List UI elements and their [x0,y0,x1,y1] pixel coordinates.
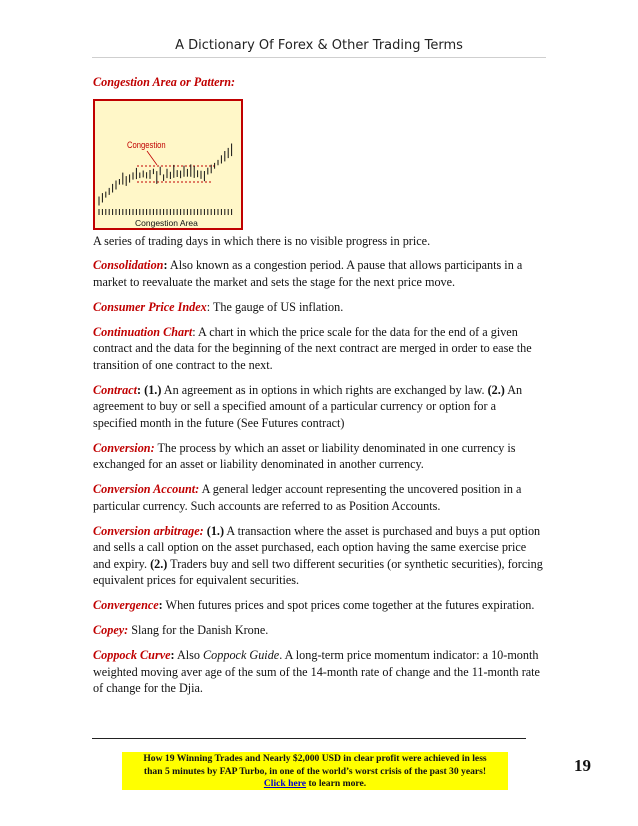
term-separator: : [137,382,142,397]
term-separator: : [158,598,163,612]
definition-text: A chart in which the price scale for the data for the end of a given contract and the data for the beginning of the next contract are merged in order to ease the transition of one contract to the next. [93,324,532,372]
entry-contract [93,382,543,432]
entry-conversion-account [93,481,543,514]
promo-line-1: How 19 Winning Trades and Nearly $2,000 USD in clear profit were achieved in less [143,753,487,764]
price-bars [99,143,232,205]
promo-link-suffix: to learn more. [306,778,367,789]
term-separator: : [170,648,175,662]
definition-number-2: (2.) [150,556,168,571]
click-here-link[interactable]: Click here [263,778,307,789]
definition-text-1: An agreement as in options in which rights are exchanged by law. [161,382,488,397]
entry-copey [93,622,543,639]
definition-text-1: A transaction where the asset is purchased and buys a put option and sells a call option on the asset purchased, each option having the same exercise price and expiry. [93,523,541,571]
term-label: Conversion: [93,440,155,455]
entry-convergence [93,597,543,614]
congestion-chart [93,99,243,230]
entry-continuation-chart [93,324,543,374]
definition-number-2: (2.) [487,382,505,397]
definition-text: Also known as a congestion period. A pause that allows participants in a market to reevaluate the market and sets the stage for the next price move. [93,258,523,289]
term-label: Conversion Account: [93,482,200,496]
promo-line-3 [122,778,508,791]
promo-banner [122,752,508,790]
term-label: Congestion Area or Pattern: [93,75,236,89]
entry-caption: A series of trading days in which there is no visible progress in price. [93,233,431,248]
term-label: Coppock Curve [93,648,171,662]
entry-coppock-curve [93,647,543,697]
congestion-chart-svg [95,101,241,228]
definition-italic: Coppock Guide [203,648,280,662]
term-label: Convergence [93,598,159,612]
term-separator: : [163,258,168,272]
term-separator: : [192,324,196,339]
entry-conversion-arbitrage [93,523,543,589]
definition-number-1: (1.) [144,382,162,397]
definition-text: The gauge of US inflation. [210,299,344,314]
term-label: Contract [93,382,138,397]
entry-consolidation [93,257,543,290]
chart-label-pointer [147,151,157,165]
term-separator: : [206,299,211,314]
page-number: 19 [574,756,591,775]
dictionary-content [93,74,543,705]
term-label: Copey: [93,623,129,637]
chart-label-top: Congestion [127,138,166,150]
definition-number-1: (1.) [206,523,225,538]
definition-text: The process by which an asset or liability denominated in one currency is exchanged for an asset or liability denominated in another currency. [93,440,516,471]
definition-text-2: An agreement to buy or sell a specified amount of a particular currency or option for a specified month in the future (See Futures contract) [93,382,523,430]
definition-text: When futures prices and spot prices come together at the futures expiration. [162,598,535,612]
definition-text: A general ledger account representing the uncovered position in a particular currency. Such accounts are referred to as Position Accounts. [93,482,522,513]
promo-line-2: than 5 minutes by FAP Turbo, in one of the world’s worst crisis of the past 30 years! [143,765,487,777]
entry-consumer-price-index [93,299,543,316]
entry-conversion [93,440,543,473]
footer-divider [92,738,526,739]
page-header: A Dictionary Of Forex & Other Trading Terms [92,38,546,58]
entry-congestion-area [93,74,543,91]
chart-label-bottom: Congestion Area [135,217,198,228]
term-label: Continuation Chart [93,324,193,339]
term-label: Consolidation [93,258,164,272]
definition-text-2: Traders buy and sell two different securities (or synthetic securities), forcing equivalent prices for equivalent securities. [93,556,543,587]
term-label: Conversion arbitrage: [93,523,204,538]
time-axis-ticks [99,209,232,215]
definition-text-a: Also [174,648,204,662]
term-label: Consumer Price Index [93,299,207,314]
definition-text: Slang for the Danish Krone. [128,623,269,637]
definition-text-b: . A long-term price momentum indicator: a 10-month weighted moving aver age of the sum of the 14-month rate of change and the 11-month rate of change for the Djia. [93,648,540,695]
